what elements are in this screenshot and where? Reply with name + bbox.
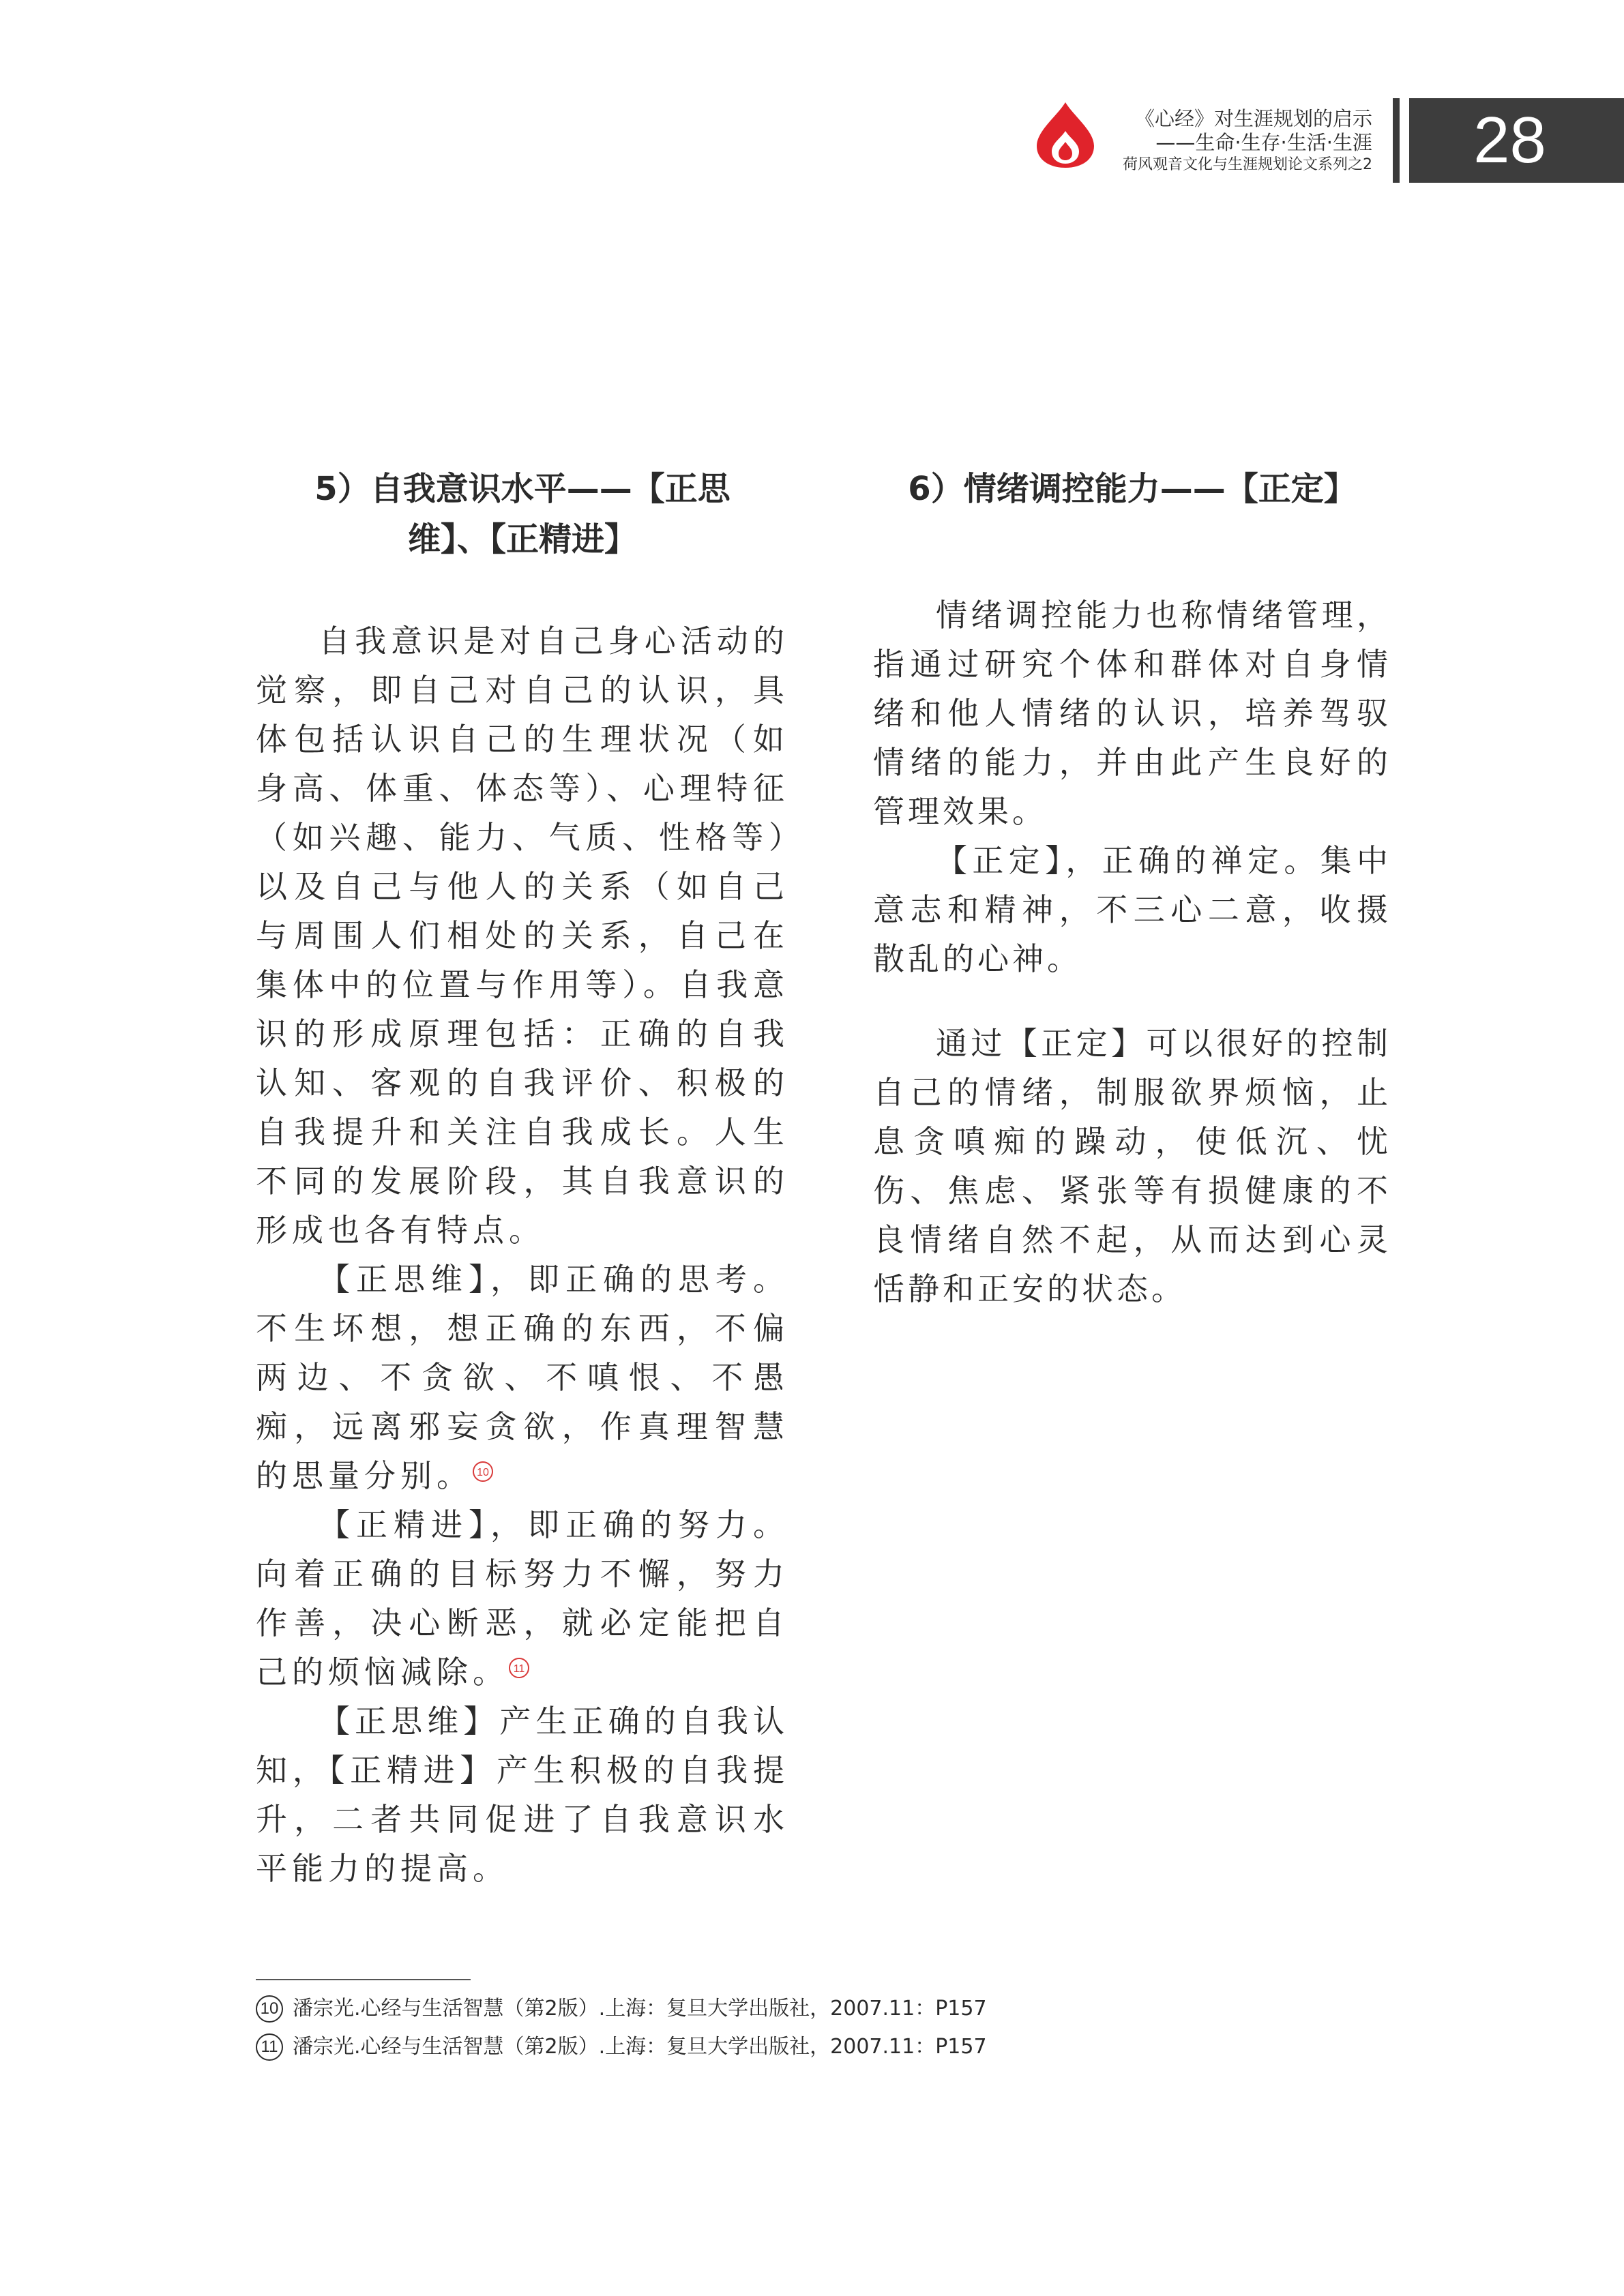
footnote-marker-11[interactable]: 11 bbox=[509, 1658, 529, 1678]
left-column bbox=[256, 464, 789, 1893]
footnote-10 bbox=[256, 1990, 1415, 2028]
footnote-marker-10[interactable]: 10 bbox=[473, 1461, 493, 1482]
section-heading-5 bbox=[256, 464, 789, 565]
footnote-number-11: 11 bbox=[256, 2033, 283, 2061]
section-heading-5-line1: 5）自我意识水平——【正思 bbox=[314, 470, 730, 508]
header-text-block bbox=[1113, 106, 1372, 176]
footnote-11 bbox=[256, 2028, 1415, 2066]
right-column bbox=[873, 464, 1391, 1313]
paragraph-emotion-control: 通过【正定】可以很好的控制自己的情绪，制服欲界烦恼，止息贪嗔痴的躁动，使低沉、忧伤、焦虑、紧张等有损健康的不良情绪自然不起，从而达到心灵恬静和正安的状态。 bbox=[873, 1025, 1391, 1307]
header-title: 《心经》对生涯规划的启示 bbox=[1134, 107, 1372, 130]
section-heading-6 bbox=[873, 464, 1391, 514]
footnotes bbox=[256, 1990, 1415, 2066]
header-series: 荷风观音文化与生涯规划论文系列之2 bbox=[1123, 156, 1372, 173]
header-divider-bar bbox=[1393, 98, 1400, 183]
footnote-text-11: 潘宗光.心经与生活智慧（第2版）.上海：复旦大学出版社，2007.11：P157 bbox=[293, 2035, 987, 2059]
page-number: 28 bbox=[1409, 98, 1624, 183]
paragraph-self-awareness: 自我意识是对自己身心活动的觉察，即自己对自己的认识，具体包括认识自己的生理状况（如身高、体重、体态等）、心理特征（如兴趣、能力、气质、性格等）以及自己与他人的关系（如自己与周围人们相处的关系，自己在集体中的位置与作用等）。自我意识的形成原理包括：正确的自我认知、客观的自我评价、积极的自我提升和关注自我成长。人生不同的发展阶段，其自我意识的形成也各有特点。 bbox=[256, 623, 789, 1249]
paragraph-right-thought-text: 【正思维】，即正确的思考。不生坏想，想正确的东西，不偏两边、不贪欲、不嗔恨、不愚痴，远离邪妄贪欲，作真理智慧的思量分别。 bbox=[256, 1261, 789, 1494]
flame-drop-logo-icon bbox=[1031, 101, 1099, 169]
paragraph-right-thought bbox=[256, 1255, 789, 1500]
footnote-text-10: 潘宗光.心经与生活智慧（第2版）.上海：复旦大学出版社，2007.11：P157 bbox=[293, 1997, 987, 2021]
paragraph-emotion-management: 情绪调控能力也称情绪管理，指通过研究个体和群体对自身情绪和他人情绪的认识，培养驾驭情绪的能力，并由此产生良好的管理效果。 bbox=[873, 597, 1391, 830]
paragraph-combined-effect: 【正思维】产生正确的自我认知，【正精进】产生积极的自我提升，二者共同促进了自我意识水平能力的提高。 bbox=[256, 1703, 789, 1887]
paragraph-right-effort-text: 【正精进】，即正确的努力。向着正确的目标努力不懈，努力作善，决心断恶，就必定能把自己的烦恼减除。 bbox=[256, 1506, 789, 1690]
footnote-number-10: 10 bbox=[256, 1995, 283, 2023]
paragraph-right-effort bbox=[256, 1500, 789, 1697]
section-heading-6-text: 6）情绪调控能力——【正定】 bbox=[908, 470, 1357, 508]
header-subtitle: ——生命·生存·生活·生涯 bbox=[1155, 131, 1372, 154]
footnote-divider bbox=[256, 1979, 471, 1980]
section-heading-5-line2: 维】、【正精进】 bbox=[407, 520, 637, 558]
paragraph-right-concentration: 【正定】，正确的禅定。集中意志和精神，不三心二意，收摄散乱的心神。 bbox=[873, 842, 1391, 977]
